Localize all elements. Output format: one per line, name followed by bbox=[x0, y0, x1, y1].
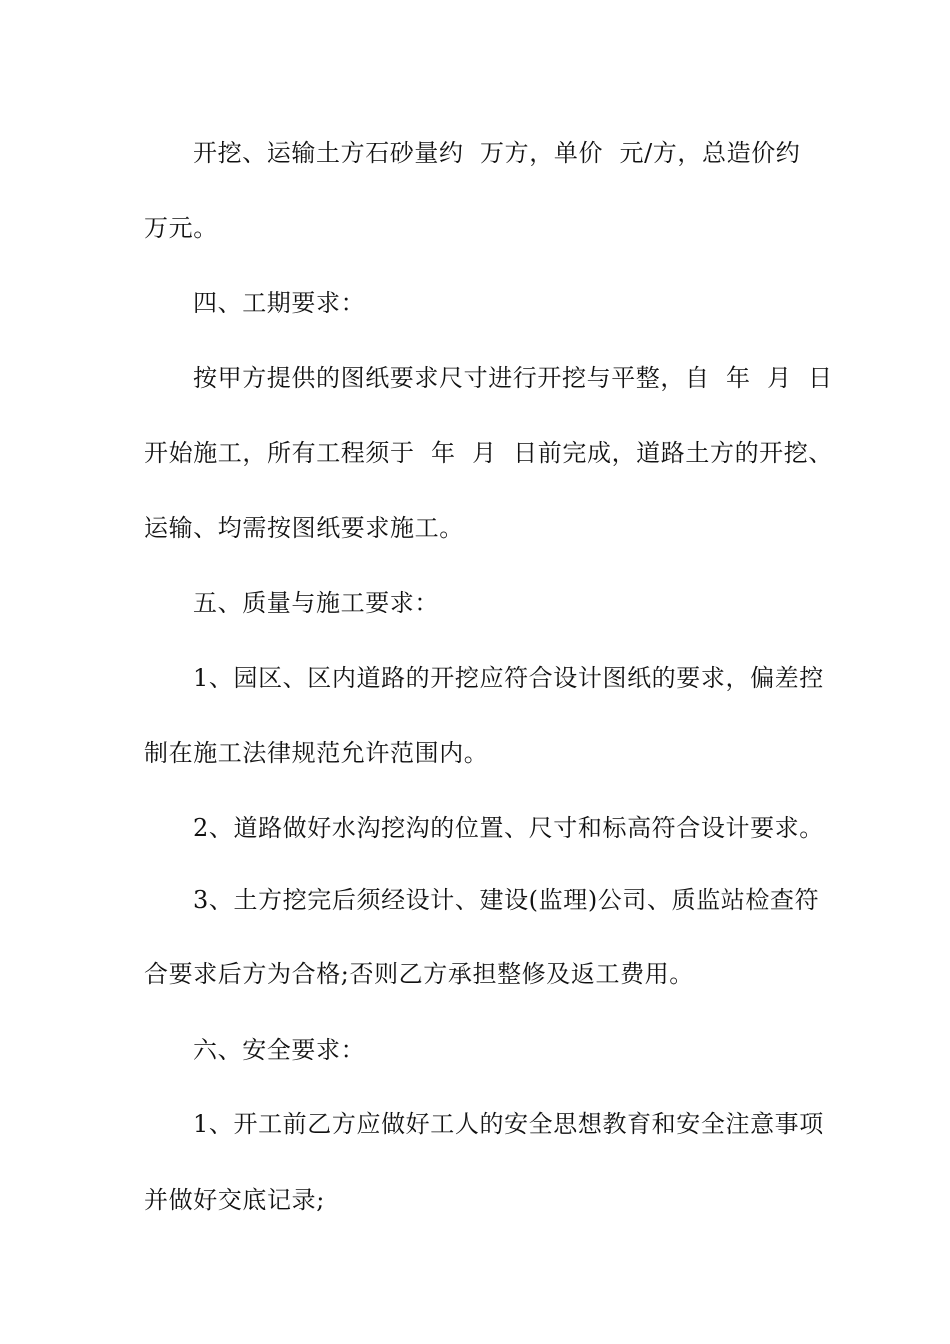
safety-item-1: 1、开工前乙方应做好工人的安全思想教育和安全注意事项 bbox=[193, 1110, 824, 1138]
section-heading-schedule: 四、工期要求： bbox=[193, 289, 366, 317]
paragraph-schedule: 按甲方提供的图纸要求尺寸进行开挖与平整，自 年 月 日 bbox=[193, 364, 833, 392]
section-heading-quality: 五、质量与施工要求： bbox=[193, 589, 439, 617]
quality-item-1: 1、园区、区内道路的开挖应符合设计图纸的要求，偏差控 bbox=[193, 664, 824, 692]
safety-item-1-cont: 并做好交底记录; bbox=[144, 1186, 325, 1214]
paragraph-excavation-volume-cont: 万元。 bbox=[144, 214, 218, 242]
quality-item-1-cont: 制在施工法律规范允许范围内。 bbox=[144, 739, 489, 767]
paragraph-excavation-volume: 开挖、运输土方石砂量约 万方，单价 元/方，总造价约 bbox=[193, 139, 801, 167]
paragraph-schedule-cont-2: 运输、均需按图纸要求施工。 bbox=[144, 514, 464, 542]
quality-item-3-cont: 合要求后方为合格;否则乙方承担整修及返工费用。 bbox=[144, 960, 694, 988]
paragraph-schedule-cont-1: 开始施工，所有工程须于 年 月 日前完成，道路土方的开挖、 bbox=[144, 439, 833, 467]
quality-item-2: 2、道路做好水沟挖沟的位置、尺寸和标高符合设计要求。 bbox=[193, 814, 824, 842]
section-heading-safety: 六、安全要求： bbox=[193, 1036, 366, 1064]
quality-item-3: 3、土方挖完后须经设计、建设(监理)公司、质监站检查符 bbox=[193, 886, 820, 914]
